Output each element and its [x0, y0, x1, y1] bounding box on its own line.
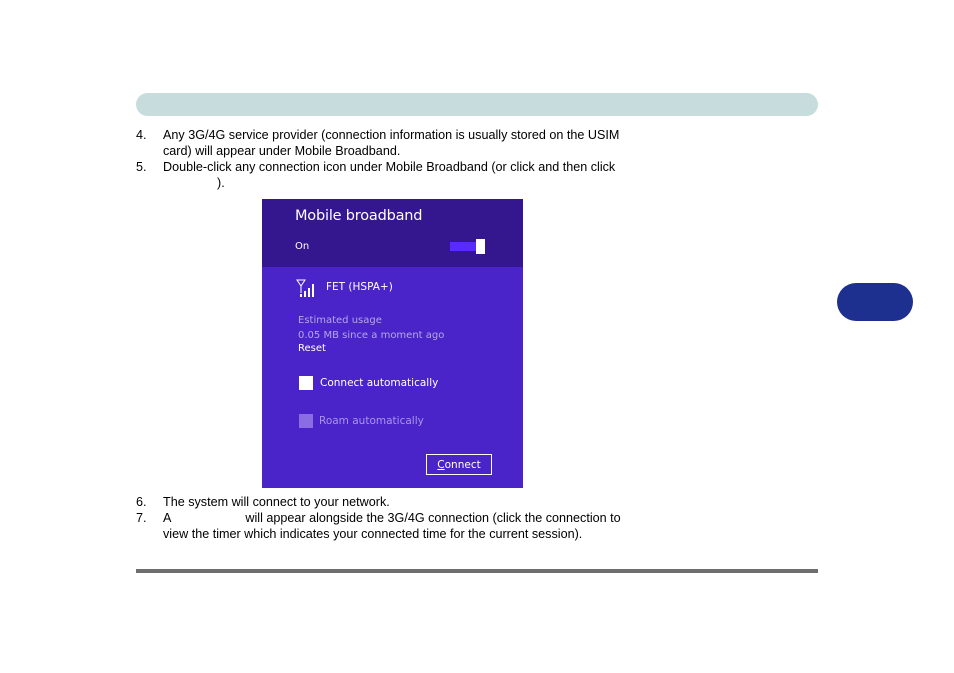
mobile-broadband-toggle[interactable]: [450, 239, 486, 254]
step-text-fragment: will appear alongside the 3G/4G connection (click the connection to: [245, 511, 621, 525]
connect-automatically-checkbox[interactable]: [299, 376, 313, 390]
step-text-line: [163, 510, 683, 526]
step-number: 6.: [136, 495, 147, 509]
step-text-line: Double-click any connection icon under Mobile Broadband (or click and then click: [163, 160, 616, 174]
step-text-line: Any 3G/4G service provider (connection information is usually stored on the USIM: [163, 128, 620, 142]
step-number: 7.: [136, 511, 147, 525]
chapter-side-tab: [837, 283, 913, 321]
step-text-line: The system will connect to your network.: [163, 495, 390, 509]
step-text-line: ).: [217, 176, 225, 190]
step-number: 4.: [136, 128, 147, 142]
step-text-line: card) will appear under Mobile Broadband.: [163, 144, 401, 158]
footer-rule: [136, 569, 818, 573]
estimated-usage: [298, 313, 444, 343]
step-text-line: view the timer which indicates your connected time for the current session).: [163, 527, 583, 541]
steps-list-bottom: [136, 494, 683, 542]
step-4: [136, 127, 683, 159]
signal-strength-icon: [296, 279, 318, 299]
connect-button[interactable]: Connect: [426, 454, 492, 475]
step-text-fragment: A: [163, 511, 172, 525]
step-5: [136, 159, 683, 191]
toggle-thumb: [476, 239, 485, 254]
roam-automatically-label: Roam automatically: [319, 415, 424, 427]
connect-automatically-label[interactable]: Connect automatically: [320, 377, 439, 389]
usage-heading: Estimated usage: [298, 315, 382, 326]
panel-header: [262, 199, 523, 267]
steps-list-top: [136, 127, 683, 191]
usage-value: 0.05 MB since a moment ago: [298, 330, 445, 341]
network-name[interactable]: FET (HSPA+): [326, 281, 393, 293]
step-number: 5.: [136, 160, 147, 174]
reset-link[interactable]: Reset: [298, 343, 326, 354]
mobile-broadband-panel: [262, 199, 523, 488]
step-6: [136, 494, 683, 510]
roam-automatically-checkbox: [299, 414, 313, 428]
toggle-label: On: [295, 241, 310, 252]
step-7: [136, 510, 683, 542]
panel-title: Mobile broadband: [295, 208, 423, 224]
page-header-bar: [136, 93, 818, 116]
